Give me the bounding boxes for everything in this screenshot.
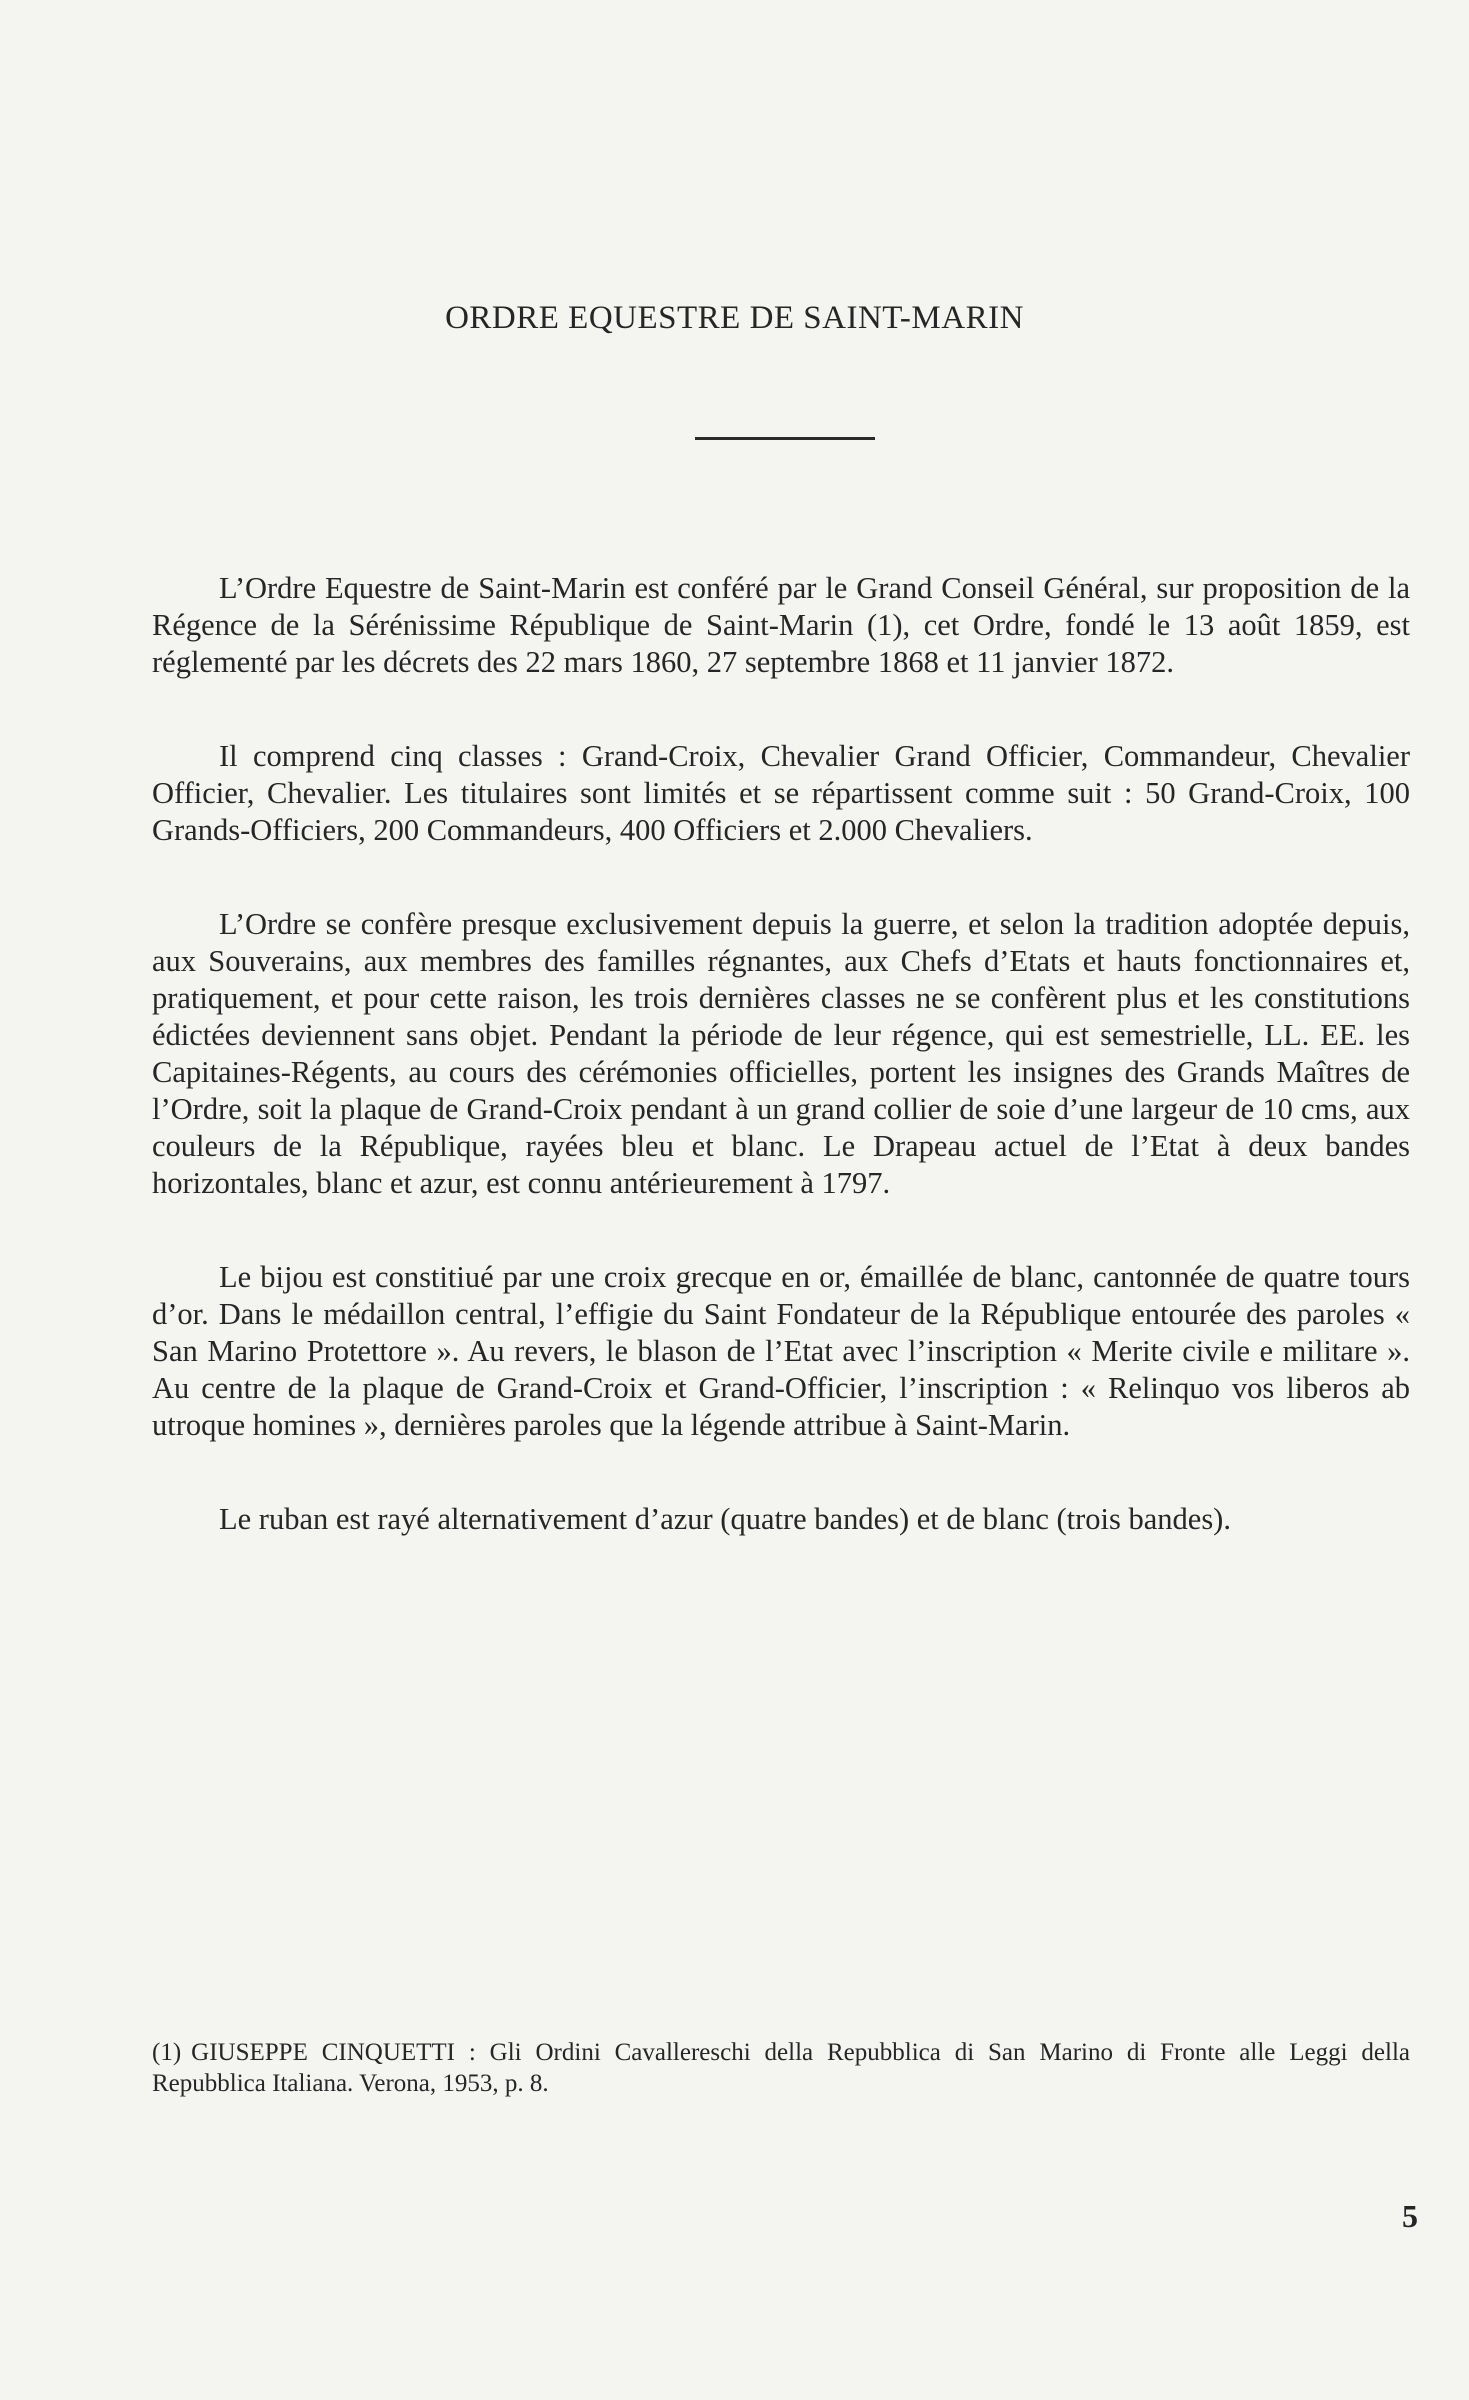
paragraph-1: L’Ordre Equestre de Saint-Marin est conféré par le Grand Conseil Général, sur proposition de la Régence de la Sérénissime République de Saint-Marin (1), cet Ordre, fondé le 13 août 1859, est réglementé par les décrets des 22 mars 1860, 27 septembre 1868 et 11 janvier 1872. — [152, 571, 1410, 679]
footnote-text: GIUSEPPE CINQUETTI : Gli Ordini Cavallereschi della Repubblica di San Marino di Fronte alle Leggi della Repubblica Italiana. Verona, 1953, p. 8. — [152, 2039, 1410, 2097]
body-text — [152, 570, 1410, 1538]
footnote — [152, 2037, 1410, 2099]
paragraph-5: Le ruban est rayé alternativement d’azur (quatre bandes) et de blanc (trois bandes). — [219, 1502, 1231, 1536]
paragraph-2: Il comprend cinq classes : Grand-Croix, Chevalier Grand Officier, Commandeur, Chevalier Officier, Chevalier. Les titulaires sont limités et se répartissent comme suit : 50 Grand-Croix, 100 Grands-Officiers, 200 Commandeurs, 400 Officiers et 2.000 Chevaliers. — [152, 739, 1410, 847]
page-title: ORDRE EQUESTRE DE SAINT-MARIN — [445, 300, 1024, 336]
page-number: 5 — [1402, 2198, 1418, 2234]
title-divider — [695, 437, 875, 440]
paragraph-4: Le bijou est constitiué par une croix grecque en or, émaillée de blanc, cantonnée de quatre tours d’or. Dans le médaillon central, l’effigie du Saint Fondateur de la République entourée des paroles « San Marino Protettore ». Au revers, le blason de l’Etat avec l’inscription « Merite civile e militare ». Au centre de la plaque de Grand-Croix et Grand-Officier, l’inscription : « Relinquo vos liberos ab utroque homines », dernières paroles que la légende attribue à Saint-Marin. — [152, 1260, 1410, 1442]
paragraph-3: L’Ordre se confère presque exclusivement depuis la guerre, et selon la tradition adoptée depuis, aux Souverains, aux membres des familles régnantes, aux Chefs d’Etats et hauts fonctionnaires et, pratiquement, et pour cette raison, les trois dernières classes ne se confèrent plus et les constitutions édictées deviennent sans objet. Pendant la période de leur régence, qui est semestrielle, LL. EE. les Capitaines-Régents, au cours des cérémonies officielles, portent les insignes des Grands Maîtres de l’Ordre, soit la plaque de Grand-Croix pendant à un grand collier de soie d’une largeur de 10 cms, aux couleurs de la République, rayées bleu et blanc. Le Drapeau actuel de l’Etat à deux bandes horizontales, blanc et azur, est connu antérieurement à 1797. — [152, 907, 1410, 1200]
footnote-marker: (1) — [152, 2039, 182, 2066]
